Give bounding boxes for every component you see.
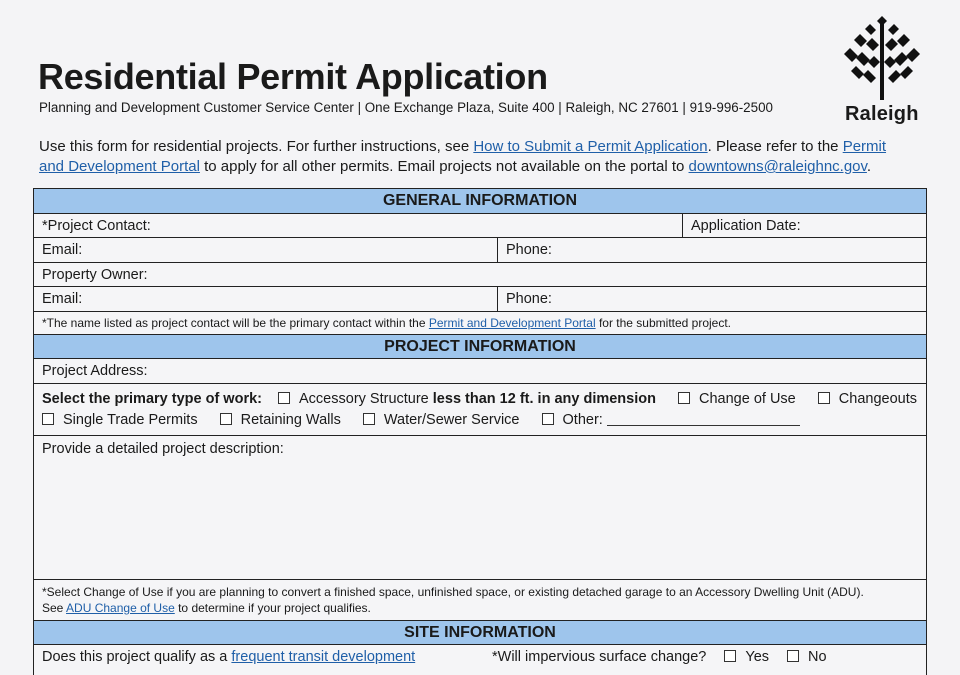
frequent-transit-link[interactable]: frequent transit development xyxy=(231,649,416,665)
project-contact-row xyxy=(34,214,926,238)
adu-note-line1: *Select Change of Use if you are planning to convert a finished space, unfinished space, or existing detached garage to an Accessory Dwelling Unit (ADU). xyxy=(42,585,864,599)
checkbox[interactable] xyxy=(363,413,375,425)
general-info-header-row xyxy=(34,189,926,214)
property-owner-row xyxy=(34,263,926,287)
work-type-label: Select the primary type of work: xyxy=(42,391,262,407)
intro-text: to apply for all other permits. Email projects not available on the portal to xyxy=(199,158,689,175)
site-info-heading: SITE INFORMATION xyxy=(34,621,926,644)
checkbox[interactable] xyxy=(542,413,554,425)
owner-email-field[interactable] xyxy=(34,287,497,311)
note-text: to determine if your project qualifies. xyxy=(174,601,371,615)
how-to-submit-link[interactable]: How to Submit a Permit Application xyxy=(473,138,708,155)
note-text: *The name listed as project contact will be the primary contact within the xyxy=(42,316,426,330)
logo-text: Raleigh xyxy=(845,103,919,125)
checkbox[interactable] xyxy=(818,392,830,404)
option-water-sewer[interactable]: Water/Sewer Service xyxy=(363,412,520,428)
option-single-trade[interactable]: Single Trade Permits xyxy=(42,412,198,428)
option-other[interactable]: Other: xyxy=(542,412,800,428)
work-type-options xyxy=(34,384,926,435)
checkbox[interactable] xyxy=(724,650,736,662)
option-accessory-structure[interactable]: Accessory Structure less than 12 ft. in any dimension xyxy=(278,391,656,407)
application-date-field[interactable] xyxy=(682,214,926,237)
phone-label: Phone: xyxy=(506,291,552,307)
email-label: Email: xyxy=(42,291,83,307)
option-retaining-walls[interactable]: Retaining Walls xyxy=(220,412,341,428)
email-label: Email: xyxy=(42,242,83,258)
general-info-heading: GENERAL INFORMATION xyxy=(34,189,926,213)
contact-note-row xyxy=(34,312,926,335)
transit-question-text: Does this project qualify as a xyxy=(42,649,228,665)
adu-change-of-use-link[interactable]: ADU Change of Use xyxy=(66,601,175,615)
email-link[interactable]: downtowns@raleighnc.gov xyxy=(688,158,867,175)
intro-text: . xyxy=(866,158,872,175)
intro-text: . Please refer to the xyxy=(707,138,843,155)
checkbox[interactable] xyxy=(678,392,690,404)
work-type-row xyxy=(34,384,926,436)
site-info-header-row xyxy=(34,621,926,645)
description-label: Provide a detailed project description: xyxy=(42,441,284,457)
contact-email-row xyxy=(34,238,926,263)
portal-link[interactable]: Permit and Development Portal xyxy=(39,138,887,175)
transit-question xyxy=(34,645,484,675)
project-address-row xyxy=(34,359,926,384)
project-info-heading: PROJECT INFORMATION xyxy=(34,335,926,358)
checkbox[interactable] xyxy=(787,650,799,662)
note-text: See xyxy=(42,601,67,615)
description-row xyxy=(34,436,926,580)
checkbox[interactable] xyxy=(220,413,232,425)
option-no[interactable]: No xyxy=(787,649,827,665)
project-info-header-row xyxy=(34,335,926,359)
owner-email-row xyxy=(34,287,926,312)
portal-link[interactable]: Permit and Development Portal xyxy=(428,316,596,330)
project-address-field[interactable] xyxy=(34,359,926,383)
contact-email-field[interactable] xyxy=(34,238,497,262)
project-address-label: Project Address: xyxy=(42,363,148,379)
adu-note xyxy=(34,580,926,620)
site-question-row xyxy=(34,645,926,675)
checkbox[interactable] xyxy=(42,413,54,425)
adu-note-row xyxy=(34,580,926,621)
owner-phone-field[interactable] xyxy=(497,287,926,311)
other-input-line[interactable] xyxy=(607,413,800,426)
impervious-question-text: *Will impervious surface change? xyxy=(492,649,707,665)
application-date-label: Application Date: xyxy=(691,217,801,234)
page-title: Residential Permit Application xyxy=(38,56,548,97)
contact-phone-field[interactable] xyxy=(497,238,926,262)
property-owner-field[interactable] xyxy=(34,263,926,286)
intro-text: Use this form for residential projects. For further instructions, see xyxy=(39,138,474,155)
page-subtitle: Planning and Development Customer Service Center | One Exchange Plaza, Suite 400 | Raleigh, NC 27601 | 919-996-2500 xyxy=(39,100,773,115)
option-yes[interactable]: Yes xyxy=(724,649,769,665)
raleigh-tree-logo-icon xyxy=(840,12,924,100)
project-contact-label: *Project Contact: xyxy=(42,217,151,234)
permit-form xyxy=(33,188,927,675)
description-field[interactable] xyxy=(34,436,926,579)
impervious-question xyxy=(484,645,926,675)
phone-label: Phone: xyxy=(506,242,552,258)
property-owner-label: Property Owner: xyxy=(42,266,148,283)
option-changeouts[interactable]: Changeouts xyxy=(818,391,917,407)
intro-paragraph xyxy=(39,137,899,177)
contact-note xyxy=(34,312,926,334)
checkbox[interactable] xyxy=(278,392,290,404)
option-change-of-use[interactable]: Change of Use xyxy=(678,391,796,407)
project-contact-field[interactable] xyxy=(34,214,682,237)
note-text: for the submitted project. xyxy=(598,316,732,330)
